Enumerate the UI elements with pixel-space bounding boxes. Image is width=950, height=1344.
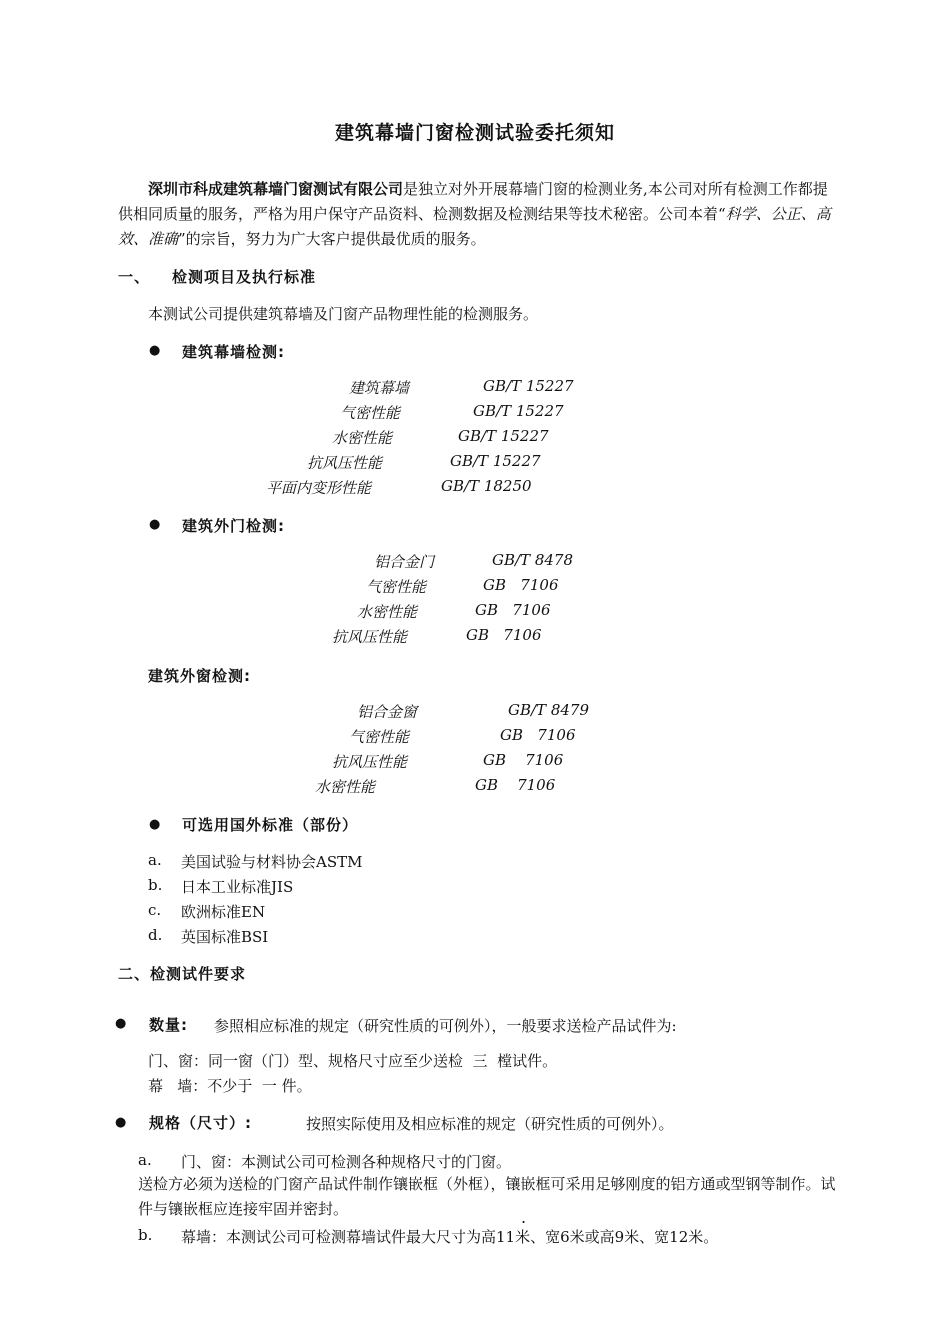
- list-item-mark: d.: [148, 926, 163, 944]
- bullet-icon: ●: [149, 517, 161, 532]
- stray-dot: .: [521, 1208, 527, 1227]
- list-item-mark: b.: [148, 876, 163, 894]
- door-item: 铝合金门: [374, 553, 435, 571]
- cw-item: 抗风压性能: [307, 454, 383, 472]
- door-std: GB 7106: [483, 576, 559, 594]
- bullet-icon: ●: [149, 817, 161, 832]
- section1-heading: 检测项目及执行标准: [172, 268, 317, 286]
- cw-item: 建筑幕墙: [349, 379, 410, 397]
- window-std: GB/T 8479: [508, 701, 590, 719]
- intro-paragraph: [118, 177, 838, 252]
- quantity-line-1: 门、窗：同一窗（门）型、规格尺寸应至少送检 三 樘试件。: [148, 1052, 558, 1070]
- bullet-icon: ●: [115, 1016, 127, 1031]
- spec-b-text: 幕墙：本测试公司可检测幕墙试件最大尺寸为高11米、宽6米或高9米、宽12米。: [181, 1228, 719, 1246]
- intro-text-1: 是独立对外开展幕墙门窗的检测业务,本公司对所有检测工作都提供相同质量的服务，严格为用户保守产品资料、检测数据及检测结果等技术秘密。公司本着“: [118, 180, 828, 223]
- window-item: 铝合金窗: [357, 703, 418, 721]
- spec-label: 规格（尺寸）:: [149, 1114, 253, 1132]
- quantity-label: 数量:: [149, 1016, 189, 1034]
- exterior-window-heading: 建筑外窗检测:: [148, 667, 252, 685]
- spec-a-detail: 送检方必须为送检的门窗产品试件制作镶嵌框（外框），镶嵌框可采用足够刚度的铝方通或型钢等制作。试件与镶嵌框应连接牢固并密封。: [138, 1175, 836, 1218]
- door-item: 水密性能: [357, 603, 418, 621]
- door-item: 气密性能: [366, 578, 427, 596]
- company-name: 深圳市科成建筑幕墙门窗测试有限公司: [148, 180, 404, 198]
- page-title: 建筑幕墙门窗检测试验委托须知: [334, 122, 615, 144]
- cw-std: GB/T 18250: [441, 477, 532, 495]
- section1-number: 一、: [118, 268, 151, 286]
- door-std: GB 7106: [475, 601, 551, 619]
- foreign-standards-heading: 可选用国外标准（部份）: [182, 816, 359, 834]
- spec-text: 按照实际使用及相应标准的规定（研究性质的可例外）。: [306, 1115, 674, 1133]
- cw-item: 水密性能: [332, 429, 393, 447]
- window-std: GB 7106: [500, 726, 576, 744]
- cw-std: GB/T 15227: [458, 427, 549, 445]
- spec-a-mark: a.: [138, 1151, 152, 1169]
- cw-item: 平面内变形性能: [266, 479, 372, 497]
- window-std: GB 7106: [483, 751, 564, 769]
- intro-text-2: ”的宗旨，努力为广大客户提供最优质的服务。: [178, 230, 486, 248]
- curtain-wall-heading: 建筑幕墙检测:: [182, 343, 286, 361]
- list-item: 日本工业标准JIS: [181, 878, 294, 896]
- bullet-icon: ●: [115, 1115, 127, 1130]
- intro-motto: 科学、公正、高效、准确: [118, 205, 831, 248]
- quantity-line-2: 幕 墙：不少于 一 件。: [148, 1077, 312, 1095]
- list-item: 欧洲标准EN: [181, 903, 266, 921]
- cw-item: 气密性能: [340, 404, 401, 422]
- spec-b-mark: b.: [138, 1226, 153, 1244]
- cw-std: GB/T 15227: [483, 377, 574, 395]
- door-std: GB/T 8478: [492, 551, 574, 569]
- list-item-mark: c.: [148, 901, 162, 919]
- cw-std: GB/T 15227: [450, 452, 541, 470]
- window-item: 水密性能: [315, 778, 376, 796]
- list-item: 英国标准BSI: [181, 928, 269, 946]
- section2-heading: 二、检测试件要求: [118, 965, 247, 983]
- quantity-text: 参照相应标准的规定（研究性质的可例外），一般要求送检产品试件为:: [214, 1017, 677, 1035]
- list-item: 美国试验与材料协会ASTM: [181, 853, 363, 871]
- section1-description: 本测试公司提供建筑幕墙及门窗产品物理性能的检测服务。: [148, 305, 539, 323]
- list-item-mark: a.: [148, 851, 162, 869]
- exterior-door-heading: 建筑外门检测:: [182, 517, 286, 535]
- window-item: 气密性能: [349, 728, 410, 746]
- window-std: GB 7106: [475, 776, 556, 794]
- bullet-icon: ●: [149, 343, 161, 358]
- cw-std: GB/T 15227: [473, 402, 564, 420]
- spec-a-text: 门、窗：本测试公司可检测各种规格尺寸的门窗。: [181, 1153, 512, 1171]
- window-item: 抗风压性能: [332, 753, 408, 771]
- door-item: 抗风压性能: [332, 628, 408, 646]
- door-std: GB 7106: [466, 626, 542, 644]
